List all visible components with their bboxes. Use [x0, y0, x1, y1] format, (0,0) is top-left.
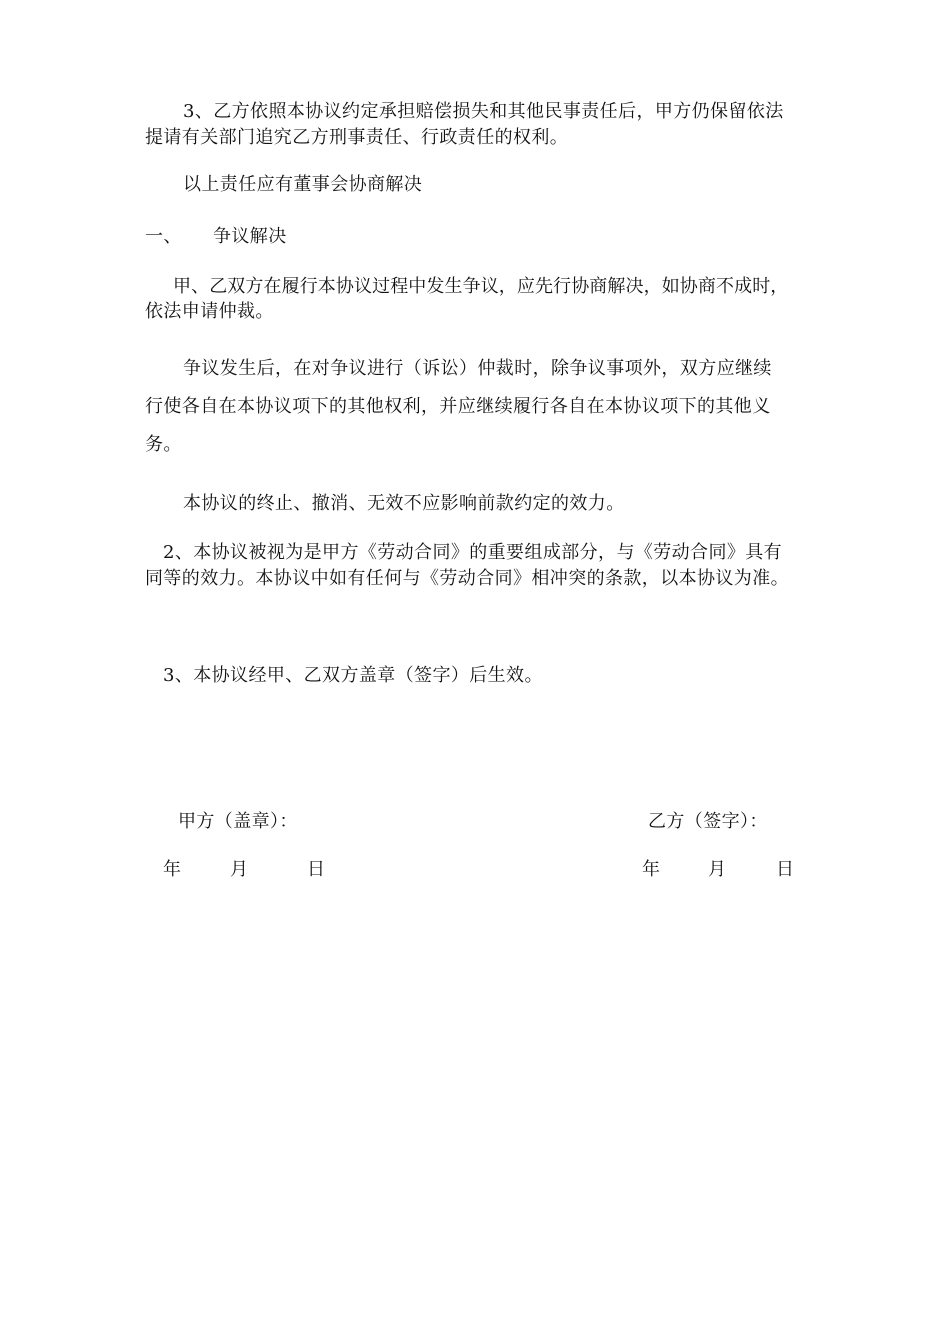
termination-note: 本协议的终止、撤消、无效不应影响前款约定的效力。	[183, 493, 625, 514]
item2-line2: 同等的效力。本协议中如有任何与《劳动合同》相冲突的条款，以本协议为准。	[145, 568, 789, 589]
party-b-signature-label: 乙方（签字）：	[648, 811, 768, 832]
party-b-date-year: 年	[642, 859, 660, 880]
dispute-paragraph2-line3: 务。	[145, 434, 182, 455]
dispute-paragraph1-line2: 依法申请仲裁。	[145, 301, 274, 322]
section-heading-number: 一、	[145, 226, 182, 247]
party-a-date-day: 日	[307, 859, 325, 880]
party-a-date-month: 月	[230, 859, 248, 880]
clause3-line1: 3、乙方依照本协议约定承担赔偿损失和其他民事责任后，甲方仍保留依法	[183, 101, 784, 122]
clause3-line2: 提请有关部门追究乙方刑事责任、行政责任的权利。	[145, 127, 569, 148]
dispute-paragraph2-line1: 争议发生后，在对争议进行（诉讼）仲裁时，除争议事项外，双方应继续	[183, 358, 772, 379]
party-a-date-year: 年	[163, 859, 181, 880]
item3: 3、本协议经甲、乙双方盖章（签字）后生效。	[163, 665, 543, 686]
item2-line1: 2、本协议被视为是甲方《劳动合同》的重要组成部分，与《劳动合同》具有	[163, 542, 783, 563]
section-heading-title: 争议解决	[213, 226, 287, 247]
board-note: 以上责任应有董事会协商解决	[183, 174, 423, 195]
dispute-paragraph1-line1: 甲、乙双方在履行本协议过程中发生争议，应先行协商解决，如协商不成时，	[173, 276, 789, 297]
party-a-signature-label: 甲方（盖章）：	[178, 811, 298, 832]
dispute-paragraph2-line2: 行使各自在本协议项下的其他权利，并应继续履行各自在本协议项下的其他义	[145, 396, 771, 417]
party-b-date-day: 日	[776, 859, 794, 880]
party-b-date-month: 月	[708, 859, 726, 880]
